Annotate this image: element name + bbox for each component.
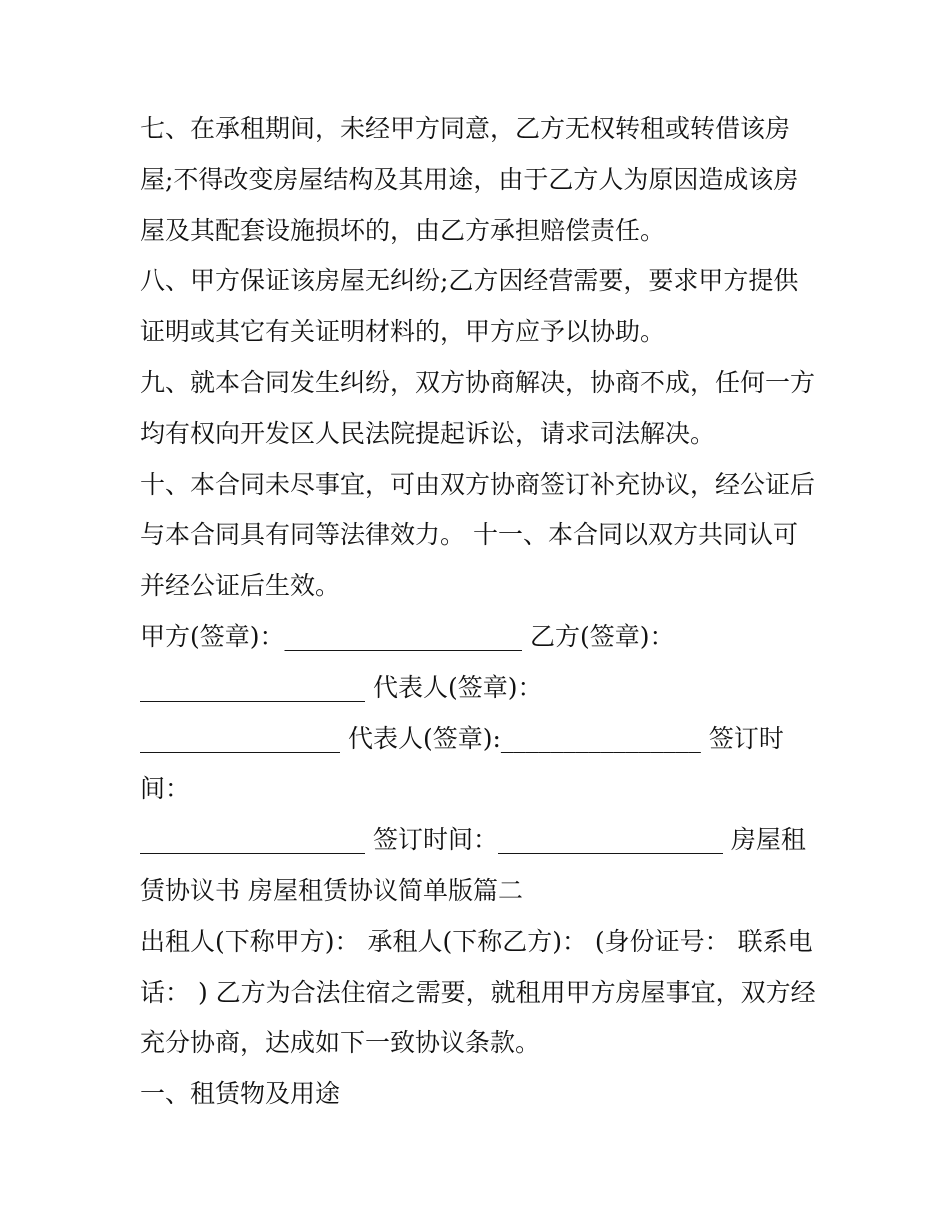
text-line: 屋及其配套设施损坏的，由乙方承担赔偿责任。 [140, 215, 666, 245]
text-line: 七、在承租期间，未经甲方同意，乙方无权转租或转借该房 [140, 114, 791, 143]
text-line: 并经公证后生效。 [140, 571, 341, 601]
section-title-line: 赁协议书 房屋租赁协议简单版篇二 [140, 875, 523, 905]
signature-line: __________________ 代表人(签章)： [140, 672, 543, 702]
text-line: 证明或其它有关证明材料的，甲方应予以协助。 [140, 317, 666, 347]
text-line: 充分协商，达成如下一致协议条款。 [140, 1028, 541, 1058]
signature-line: 甲方(签章)：___________________ 乙方(签章)： [140, 621, 675, 651]
clause-10-11 [140, 460, 816, 612]
text-line: 话： ) 乙方为合法住宿之需要，就租用甲方房屋事宜，双方经 [140, 977, 816, 1007]
signature-line: 间： [140, 774, 191, 804]
text-line: 九、就本合同发生纠纷，双方协商解决，协商不成，任何一方 [140, 367, 816, 397]
section-heading [140, 1069, 816, 1120]
text-line: 十、本合同未尽事宜，可由双方协商签订补充协议，经公证后 [140, 469, 816, 499]
text-line: 与本合同具有同等法律效力。 十一、本合同以双方共同认可 [140, 520, 798, 550]
signature-line: ________________ 代表人(签章):________________ 签订时 [140, 723, 784, 753]
agreement-intro [140, 917, 816, 1069]
document-body [140, 104, 816, 1120]
text-line: 屋;不得改变房屋结构及其用途，由于乙方人为原因造成该房 [140, 164, 799, 194]
clause-9 [140, 358, 816, 460]
clause-7 [140, 104, 816, 256]
signature-block [140, 612, 816, 917]
text-line: 出租人(下称甲方)： 承租人(下称乙方)： (身份证号： 联系电 [140, 926, 813, 956]
text-line: 均有权向开发区人民法院提起诉讼，请求司法解决。 [140, 418, 716, 448]
heading-line: 一、租赁物及用途 [140, 1079, 341, 1109]
text-line: 八、甲方保证该房屋无纠纷;乙方因经营需要，要求甲方提供 [140, 266, 799, 296]
signature-line: __________________ 签订时间：__________________ 房屋租 [140, 825, 806, 855]
clause-8 [140, 256, 816, 358]
